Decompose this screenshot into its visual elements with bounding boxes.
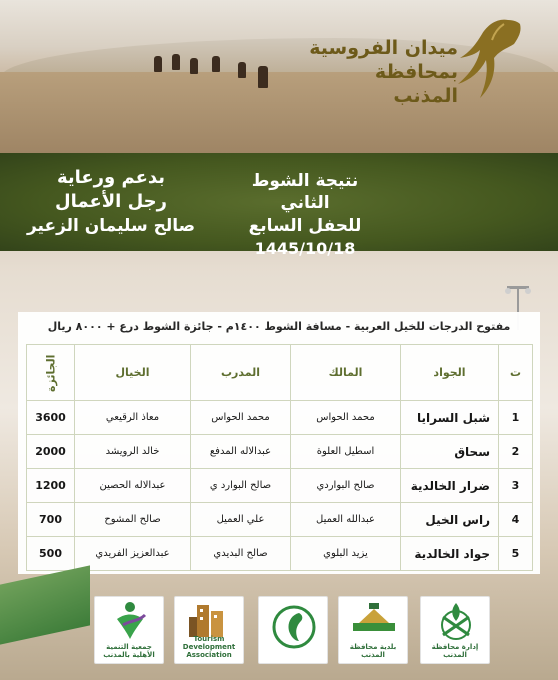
race-scene-banner (0, 0, 558, 155)
cell-rider: معاذ الرقيعي (75, 401, 191, 435)
cell-horse: جواد الخالدية (401, 537, 499, 571)
cell-prize: 700 (27, 503, 75, 537)
logo-governorate (420, 596, 490, 664)
cell-num: 1 (499, 401, 533, 435)
table-row (27, 435, 533, 469)
cell-num: 2 (499, 435, 533, 469)
grass-field (0, 565, 90, 644)
cell-owner: محمد الحواس (291, 401, 401, 435)
sponsor-line2: رجل الأعمال (55, 191, 167, 212)
cell-prize: 500 (27, 537, 75, 571)
cell-rider: صالح المشوح (75, 503, 191, 537)
cell-prize: 3600 (27, 401, 75, 435)
cell-horse: راس الخيل (401, 503, 499, 537)
ribbon-figure-icon (95, 597, 164, 641)
logo-horse-emblem (258, 596, 328, 664)
horse-emblem-icon (259, 597, 328, 657)
table-header-row (27, 345, 533, 401)
cell-owner: يزيد البلوي (291, 537, 401, 571)
col-header-prize: الجائزة (27, 345, 75, 401)
sponsor-line3: صالح سليمان الزعير (26, 216, 196, 236)
cell-num: 5 (499, 537, 533, 571)
horse-logo-icon (448, 14, 528, 100)
cell-horse: شبل السرايا (401, 401, 499, 435)
col-header-num: ت (499, 345, 533, 401)
cell-owner: صالح البواردي (291, 469, 401, 503)
cell-trainer: علي العميل (191, 503, 291, 537)
horse-riders-group (150, 50, 290, 100)
results-table (26, 344, 533, 571)
result-title-line2: للحفل السابع (248, 216, 362, 236)
cell-num: 3 (499, 469, 533, 503)
logo-label: بلدية محافظة المذنب (349, 643, 397, 659)
sponsor-line1: بدعم ورعاية (56, 167, 166, 188)
cell-owner: عبدالله العميل (291, 503, 401, 537)
cell-horse: ضرار الخالدية (401, 469, 499, 503)
logo-label: إدارة محافظة المذنب (431, 643, 479, 659)
col-header-rider: الخيال (75, 345, 191, 401)
result-date: 1445/10/18 (254, 239, 356, 258)
results-table-card (18, 312, 540, 574)
cell-trainer: صالح البوارد ي (191, 469, 291, 503)
cell-trainer: محمد الحواس (191, 401, 291, 435)
table-row (27, 401, 533, 435)
col-header-horse: الجواد (401, 345, 499, 401)
result-title (230, 170, 380, 260)
cell-prize: 2000 (27, 435, 75, 469)
cell-trainer: عبدالاله المدفع (191, 435, 291, 469)
venue-name (308, 36, 458, 108)
logo-municipality (338, 596, 408, 664)
cell-rider: خالد الرويشد (75, 435, 191, 469)
municipality-icon (339, 597, 408, 641)
cell-rider: عبدالعزيز الفريدي (75, 537, 191, 571)
table-row (27, 537, 533, 571)
logo-tourism-association (174, 596, 244, 664)
venue-line2: بمحافظة المذنب (374, 61, 458, 107)
col-header-trainer: المدرب (191, 345, 291, 401)
cell-trainer: صالح البديدي (191, 537, 291, 571)
table-row (27, 469, 533, 503)
result-title-line1: نتيجة الشوط الثاني (251, 171, 359, 213)
col-header-owner: المالك (291, 345, 401, 401)
cell-owner: اسطيل العلوة (291, 435, 401, 469)
table-row (27, 503, 533, 537)
sponsor-block (16, 166, 206, 238)
saudi-emblem-icon (421, 597, 490, 641)
cell-rider: عبدالاله الحصين (75, 469, 191, 503)
cell-prize: 1200 (27, 469, 75, 503)
venue-line1: ميدان الفروسية (309, 37, 458, 59)
cell-horse: سحاق (401, 435, 499, 469)
race-caption: مفتوح الدرجات للخيل العربية - مسافة الشوط ١٤٠٠م - جائزة الشوط درع + ٨٠٠٠ ريال (47, 320, 511, 333)
logo-development-association (94, 596, 164, 664)
logo-label: Tourism Development Association (182, 635, 236, 659)
sponsor-logos-row (90, 596, 490, 666)
cell-num: 4 (499, 503, 533, 537)
logo-label: جمعية التنمية الأهلية بالمذنب (103, 643, 155, 659)
